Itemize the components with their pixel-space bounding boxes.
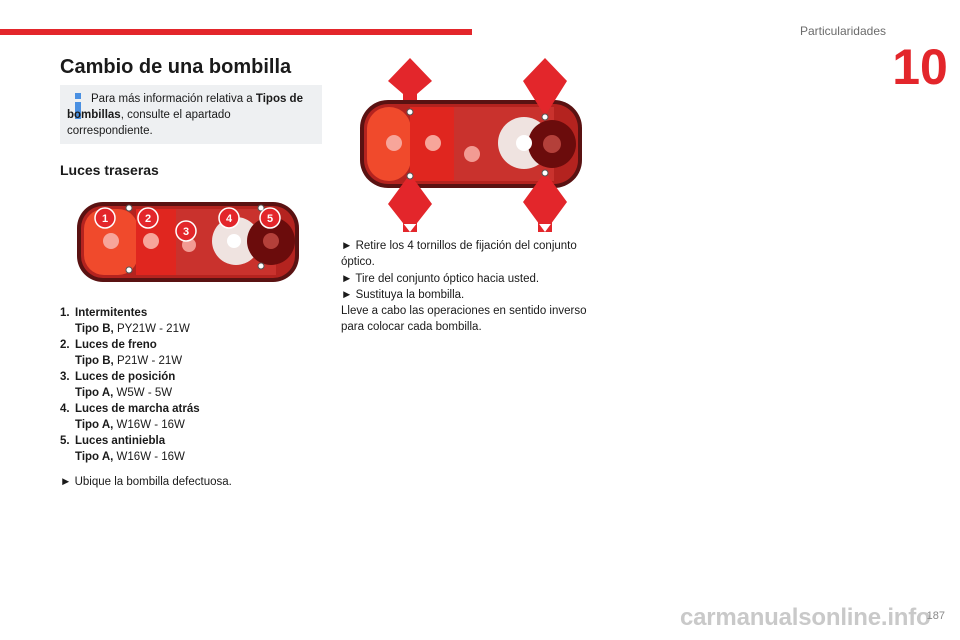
- svg-text:2: 2: [144, 213, 152, 225]
- procedure-steps: [341, 238, 611, 336]
- info-text: Para más información relativa a Tipos de bombillas, consulte el apartado correspondiente.: [67, 93, 303, 137]
- list-item: 2. Luces de freno Tipo B, P21W - 21W: [60, 339, 183, 367]
- step-item: ► Sustituya la bombilla.: [341, 288, 465, 301]
- bulb-name: Luces de marcha atrás: [75, 403, 200, 415]
- svg-text:1: 1: [101, 213, 109, 225]
- bulb-spec: Tipo A, W16W - 16W: [75, 451, 185, 463]
- bulb-name: Luces antiniebla: [75, 435, 166, 447]
- info-link-text: Tipos de bombillas: [67, 93, 303, 121]
- list-item: 1. Intermitentes Tipo B, PY21W - 21W: [60, 307, 190, 335]
- chapter-number: 10: [892, 39, 948, 95]
- step-item: ► Retire los 4 tornillos de fijación del conjunto óptico.: [341, 240, 577, 269]
- marker-5: [260, 208, 280, 228]
- bulb-spec: Tipo B, PY21W - 21W: [75, 323, 190, 335]
- page-title: Cambio de una bombilla: [60, 56, 292, 78]
- screw-removal-diagram: [356, 54, 586, 234]
- bulb-name: Luces de posición: [75, 371, 176, 383]
- bulb-spec: Tipo B, P21W - 21W: [75, 355, 183, 367]
- step-item: ► Tire del conjunto óptico hacia usted.: [341, 272, 540, 285]
- watermark: carmanualsonline.info: [680, 604, 931, 631]
- list-item: 3. Luces de posición Tipo A, W5W - 5W: [60, 371, 176, 399]
- locate-bulb-step: ► Ubique la bombilla defectuosa.: [60, 476, 232, 488]
- page-number: 187: [926, 610, 945, 622]
- list-item: 5. Luces antiniebla Tipo A, W16W - 16W: [60, 435, 185, 463]
- bulb-name: Intermitentes: [75, 307, 148, 319]
- svg-text:5: 5: [266, 213, 274, 225]
- step-item: Lleve a cabo las operaciones en sentido inverso para colocar cada bombilla.: [341, 305, 587, 334]
- marker-4: [219, 208, 239, 228]
- rear-lamp-diagram: [76, 198, 302, 286]
- arrow-top-left: [388, 58, 432, 100]
- svg-text:3: 3: [182, 226, 190, 238]
- bulb-name: Luces de freno: [75, 339, 157, 351]
- bulb-spec: Tipo A, W16W - 16W: [75, 419, 185, 431]
- svg-text:4: 4: [225, 213, 233, 225]
- marker-2: [138, 208, 158, 228]
- section-label: Particularidades: [799, 24, 886, 38]
- bulb-list: [60, 305, 320, 465]
- bulb-spec: Tipo A, W5W - 5W: [75, 387, 173, 399]
- section-heading-rear-lights: Luces traseras: [60, 162, 159, 178]
- marker-1: [95, 208, 115, 228]
- list-item: 4. Luces de marcha atrás Tipo A, W16W - 16W: [60, 403, 200, 431]
- marker-3: [176, 221, 196, 241]
- header-accent-bar: [0, 29, 472, 35]
